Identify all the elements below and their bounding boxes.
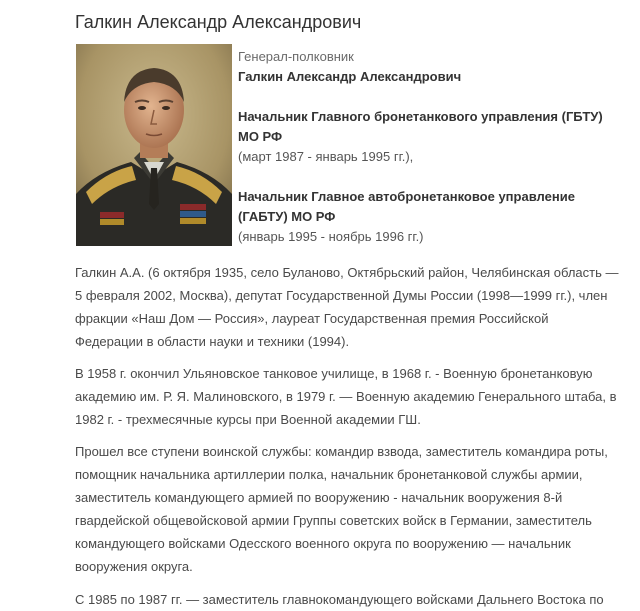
paragraph-line: академию им. Р. Я. Малиновского, в 1979 г. — Военную академию Генерального штаба, в: [75, 389, 617, 404]
paragraph-line: Прошел все ступени воинской службы: командир взвода, заместитель командира роты,: [75, 444, 608, 459]
info-block: [238, 47, 633, 247]
position2-dates: (январь 1995 - ноябрь 1996 гг.): [238, 229, 424, 244]
page-title: Галкин Александр Александрович: [75, 12, 362, 32]
paragraph-line: помощник начальника артиллерии полка, начальник бронетанковой службы армии,: [75, 467, 583, 482]
biography-paragraph: [75, 261, 635, 353]
position1-title: Начальник Главного бронетанкового управления (ГБТУ): [238, 109, 603, 124]
paragraph-line: С 1985 по 1987 гг. — заместитель главнокомандующего войсками Дальнего Востока по: [75, 592, 604, 607]
rank-text: Генерал-полковник: [238, 49, 354, 64]
education-paragraph: [75, 362, 635, 431]
service-paragraph: [75, 440, 635, 578]
position1-dates: (март 1987 - январь 1995 гг.),: [238, 149, 414, 164]
paragraph-line: командующего войсками Одесского военного округа по вооружению — начальник: [75, 536, 571, 551]
paragraph-line: 5 февраля 2002, Москва), депутат Государственной Думы России (1998—1999 гг.), член: [75, 288, 608, 303]
paragraph-line: фракции «Наш Дом — Россия», лауреат Государственная премия Российской: [75, 311, 549, 326]
position2-title-cont: (ГАБТУ) МО РФ: [238, 209, 336, 224]
position1-title-cont: МО РФ: [238, 129, 283, 144]
paragraph-line: Федерации в области науки и техники (1994).: [75, 334, 350, 349]
paragraph-line: гвардейской общевойсковой армии Группы советских войск в Германии, заместитель: [75, 513, 592, 528]
portrait-photo: [76, 44, 232, 246]
paragraph-line: Галкин А.А. (6 октября 1935, село Буланово, Октябрьский район, Челябинская область —: [75, 265, 619, 280]
paragraph-line: заместитель командующего армией по вооружению - начальник вооружения 8-й: [75, 490, 563, 505]
person-name: Галкин Александр Александрович: [238, 69, 462, 84]
position2-title: Начальник Главное автобронетанковое управление: [238, 189, 575, 204]
career-paragraph: [75, 588, 635, 611]
paragraph-line: вооружения округа.: [75, 559, 193, 574]
paragraph-line: 1982 г. - трехмесячные курсы при Военной академии ГШ.: [75, 412, 421, 427]
paragraph-line: В 1958 г. окончил Ульяновское танковое училище, в 1968 г. - Военную бронетанковую: [75, 366, 593, 381]
